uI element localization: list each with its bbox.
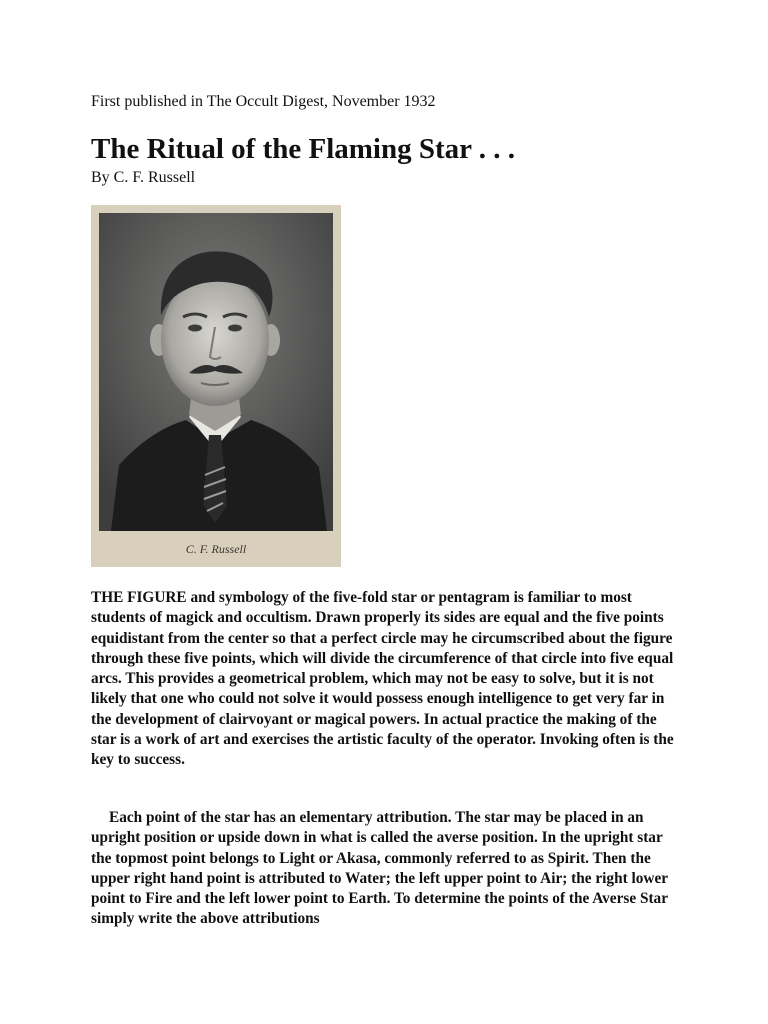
article-title: The Ritual of the Flaming Star . . . bbox=[91, 133, 515, 165]
publication-note: First published in The Occult Digest, November 1932 bbox=[91, 93, 436, 110]
photo-caption: C. F. Russell bbox=[185, 542, 247, 556]
author-byline: By C. F. Russell bbox=[91, 169, 196, 186]
body-paragraph: Each point of the star has an elementary attribution. The star may be placed in an upright position or upside down in what is called the averse position. In the upright star the topmost point belongs to Light or Akasa, commonly referred to as Spirit. Then the upper right hand point is attributed to Water; the left upper point to Air; the right lower point to Fire and the left lower point to Earth. To determine the points of the Averse Star simply write the above attributions bbox=[91, 809, 668, 928]
body-paragraph: THE FIGURE and symbology of the five-fold star or pentagram is familiar to most students of magick and occultism. Drawn properly its sides are equal and the five points equidistant from the center so that a perfect circle may he circumscribed about the figure through these five points, which will divide the circumference of that circle into five equal arcs. This provides a geometrical problem, which may not be easy to solve, but it is not likely that one who could not solve it would possess enough intelligence to get very far in the development of clairvoyant or magical powers. In actual practice the making of the star is a work of art and exercises the artistic faculty of the operator. Invoking often is the key to success. bbox=[91, 589, 674, 769]
author-portrait-photo bbox=[91, 205, 341, 567]
